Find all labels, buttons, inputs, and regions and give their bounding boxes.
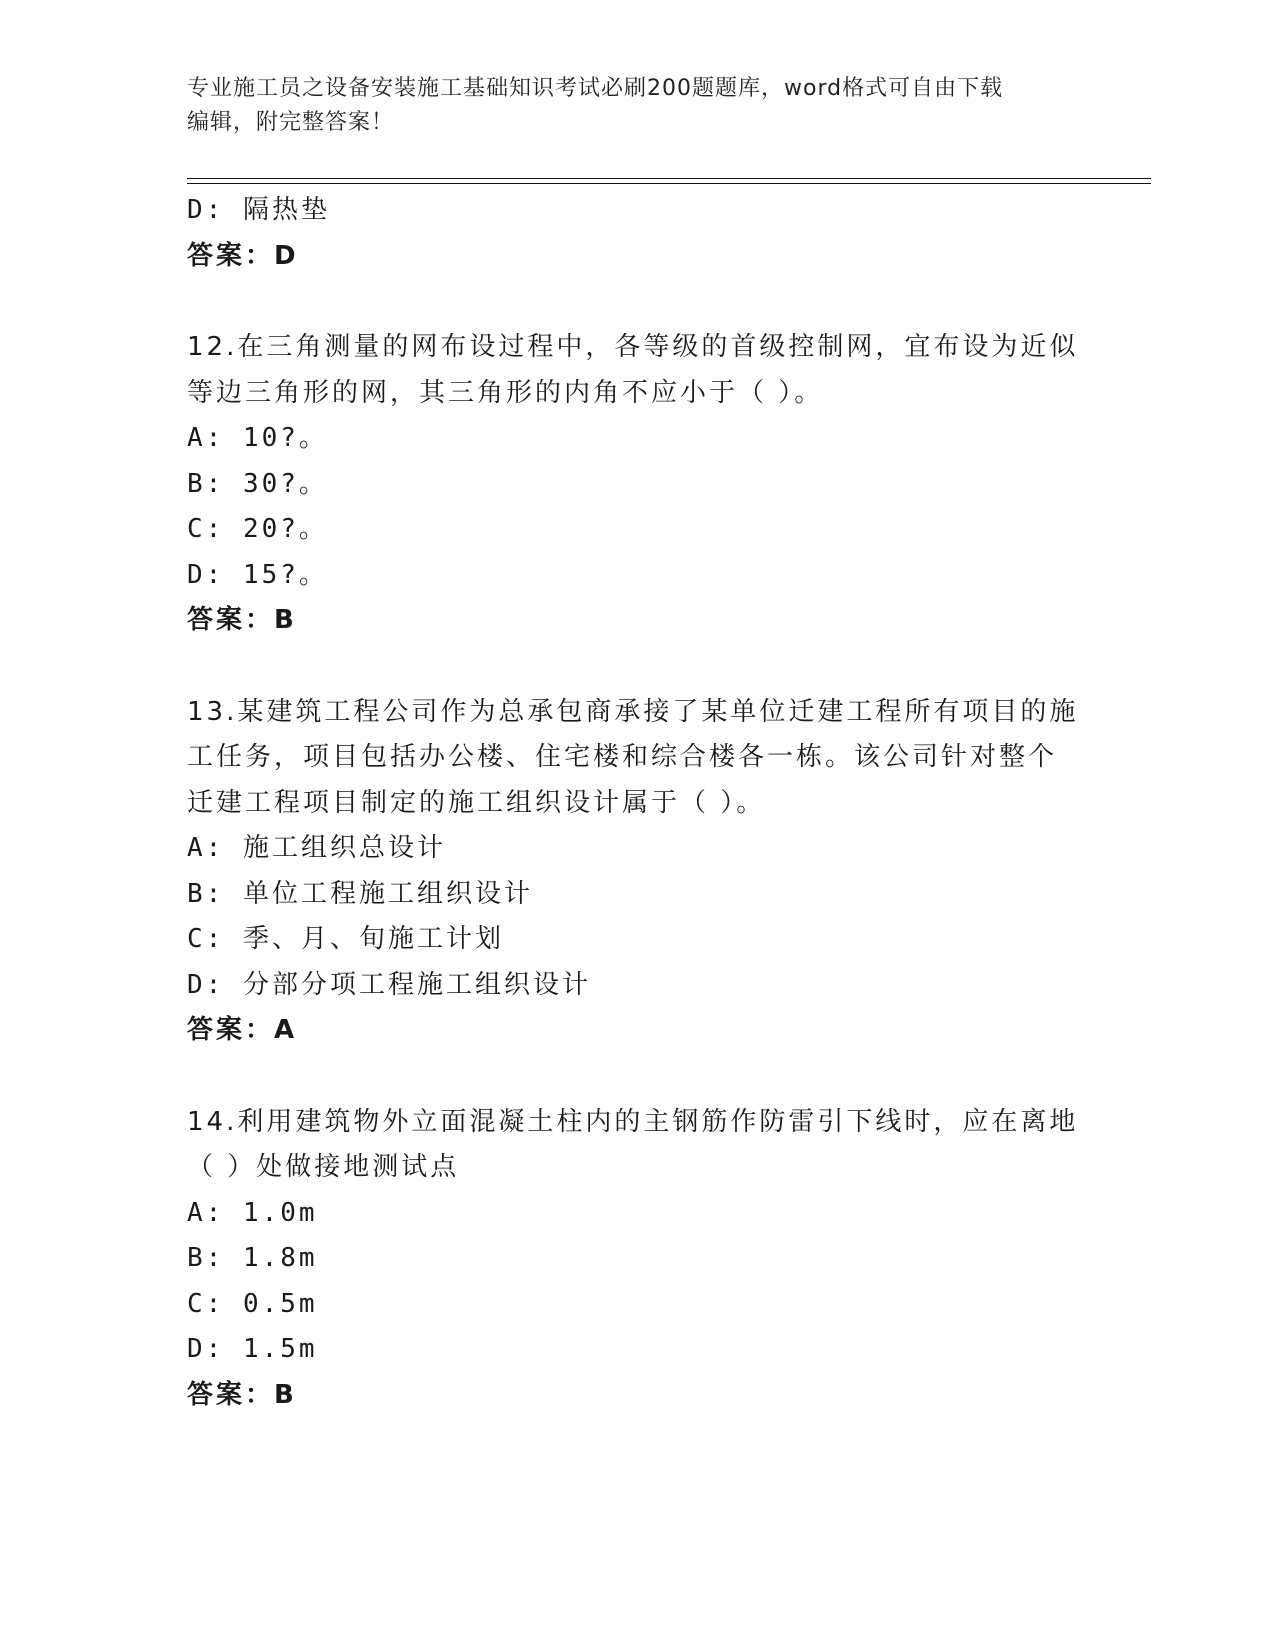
question-12 <box>187 325 1087 644</box>
question-stem-line: 工任务，项目包括办公楼、住宅楼和综合楼各一栋。该公司针对整个 <box>187 742 1058 772</box>
option-d: D: 隔热垫 <box>187 195 330 225</box>
option-c: C: 季、月、旬施工计划 <box>187 924 504 954</box>
question-stem-line: 12.在三角测量的网布设过程中，各等级的首级控制网，宜布设为近似 <box>187 332 1079 362</box>
option-d: D: 分部分项工程施工组织设计 <box>187 969 591 1000</box>
option-b: B: 1.8m <box>187 1243 318 1273</box>
header-line-2: 编辑，附完整答案！ <box>187 110 395 135</box>
option-d: D: 15?。 <box>187 559 328 590</box>
question-stem-line: 等边三角形的网，其三角形的内角不应小于（ ）。 <box>187 377 824 408</box>
option-a: A: 1.0m <box>187 1197 318 1228</box>
header-divider-bottom <box>187 183 1151 184</box>
question-14 <box>187 1100 1087 1419</box>
option-d: D: 1.5m <box>187 1334 318 1364</box>
header-line-1: 专业施工员之设备安装施工基础知识考试必刷200题题库，word格式可自由下载 <box>187 76 1004 101</box>
spacer <box>187 1054 1087 1100</box>
answer-line: 答案：D <box>187 240 299 271</box>
option-c: C: 20?。 <box>187 514 328 544</box>
question-stem-line: （ ）处做接地测试点 <box>187 1152 460 1182</box>
option-b: B: 30?。 <box>187 468 328 499</box>
option-c: C: 0.5m <box>187 1288 318 1319</box>
spacer <box>187 279 1087 325</box>
option-b: B: 单位工程施工组织设计 <box>187 878 533 909</box>
question-stem-line: 13.某建筑工程公司作为总承包商承接了某单位迁建工程所有项目的施 <box>187 696 1079 727</box>
previous-question-tail <box>187 188 1087 279</box>
answer-line: 答案：A <box>187 1015 298 1045</box>
answer-line: 答案：B <box>187 1379 297 1410</box>
question-stem-line: 迁建工程项目制定的施工组织设计属于（ ）。 <box>187 787 766 818</box>
answer-line: 答案：B <box>187 605 297 635</box>
spacer <box>187 644 1087 690</box>
question-13 <box>187 690 1087 1054</box>
document-header <box>187 72 1087 140</box>
option-a: A: 10?。 <box>187 423 328 453</box>
question-stem-line: 14.利用建筑物外立面混凝土柱内的主钢筋作防雷引下线时，应在离地 <box>187 1106 1079 1137</box>
document-body <box>187 188 1087 1418</box>
option-a: A: 施工组织总设计 <box>187 833 446 863</box>
header-divider-top <box>187 178 1151 179</box>
